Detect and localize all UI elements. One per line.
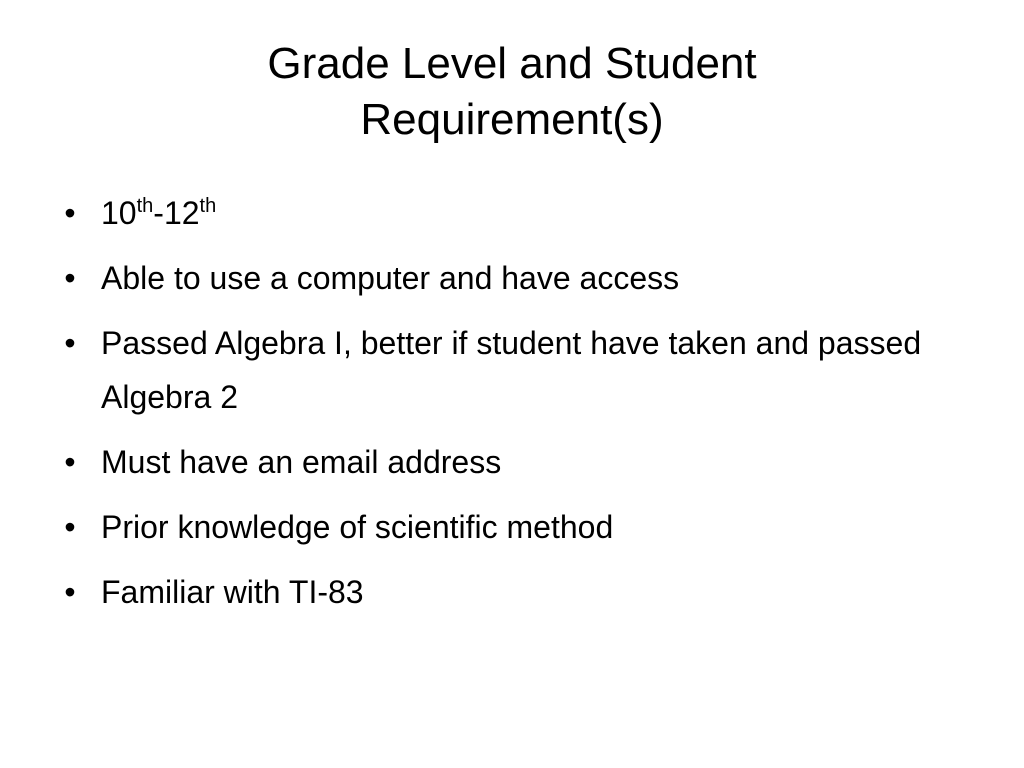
bullet-dot-icon: •	[64, 325, 76, 361]
bullet-item-email	[56, 435, 956, 489]
bullet-dot-icon: •	[64, 509, 76, 545]
bullet-text: Must have an email address	[101, 444, 502, 480]
bullet-dot-icon: •	[64, 574, 76, 610]
grade-start-suffix: th	[136, 195, 154, 217]
bullet-dot-icon: •	[64, 195, 76, 231]
grade-end-suffix: th	[199, 195, 217, 217]
bullet-text: Prior knowledge of scientific method	[101, 509, 614, 545]
grade-separator: -	[153, 195, 164, 231]
grades-text	[101, 186, 956, 240]
bullet-dot-icon: •	[64, 260, 76, 296]
bullet-list	[56, 186, 956, 630]
slide-title	[112, 36, 912, 148]
bullet-dot-icon: •	[64, 444, 76, 480]
bullet-item-grades	[56, 186, 956, 240]
grade-start: 10	[101, 195, 137, 231]
bullet-item-algebra	[56, 316, 956, 424]
bullet-text: Able to use a computer and have access	[101, 260, 680, 296]
bullet-item-scientific-method	[56, 500, 956, 554]
slide-title-line-1: Grade Level and Student	[267, 39, 757, 88]
bullet-text: Passed Algebra I, better if student have taken and passed Algebra 2	[101, 325, 922, 415]
bullet-item-ti83	[56, 565, 956, 619]
bullet-text: Familiar with TI-83	[101, 574, 364, 610]
slide-title-line-2: Requirement(s)	[360, 95, 664, 144]
grade-end: 12	[163, 195, 200, 231]
bullet-item-computer-access	[56, 251, 956, 305]
